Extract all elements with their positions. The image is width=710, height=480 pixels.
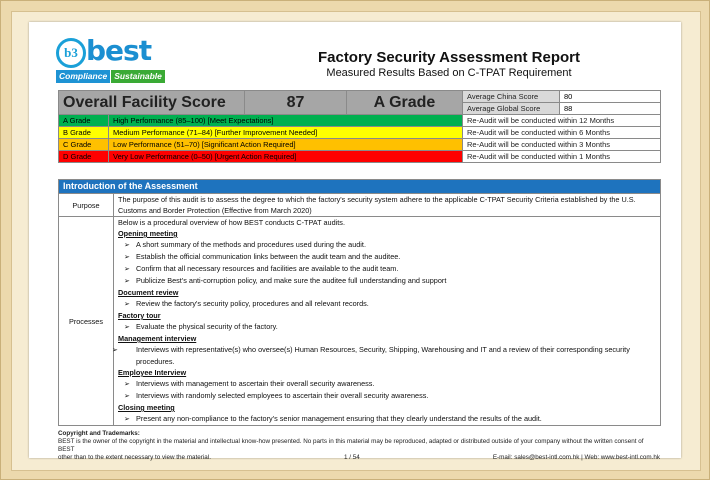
section-title: Factory tour [118, 311, 161, 320]
list-item [118, 298, 656, 310]
processes-content [114, 217, 661, 426]
arrow-bullet-icon: ➢ [124, 393, 130, 400]
list-item [112, 344, 656, 367]
grade-name: D Grade [59, 151, 109, 163]
list-item [118, 251, 656, 263]
grade-row-a [59, 115, 661, 127]
avg-global-label: Average Global Score [463, 103, 560, 115]
footer-line-2-text: other than to the extent necessary to view the material. [58, 454, 211, 461]
purpose-label: Purpose [59, 194, 114, 217]
processes-intro: Below is a procedural overview of how BEST conducts C-TPAT audits. [118, 218, 345, 227]
list-item [118, 390, 656, 402]
list-item-text: Interviews with randomly selected employees to ascertain their overall security awareness. [136, 391, 429, 400]
avg-china-label: Average China Score [463, 91, 560, 103]
grade-description: Low Performance (51–70) [Significant Action Required] [109, 139, 463, 151]
overall-score-label: Overall Facility Score [59, 91, 245, 115]
logo-tag-sustainable: Sustainable [111, 70, 165, 83]
overall-score-value: 87 [245, 91, 347, 115]
report-title: Factory Security Assessment Report [317, 49, 581, 66]
arrow-bullet-icon: ➢ [124, 301, 130, 308]
intro-table [58, 179, 661, 426]
arrow-bullet-icon: ➢ [124, 254, 130, 261]
grade-reaudit: Re-Audit will be conducted within 1 Months [463, 151, 661, 163]
grade-row-d [59, 151, 661, 163]
grade-description: Medium Performance (71–84) [Further Improvement Needed] [109, 127, 463, 139]
logo-mark: b3 [56, 38, 86, 68]
section-title: Document review [118, 288, 179, 297]
list-item [118, 263, 656, 275]
list-item-text: Publicize Best's anti-corruption policy, and make sure the auditee full understanding and support [136, 276, 447, 285]
list-item-text: Present any non-compliance to the factory's senior management ensuring that they clearly understand the results of the audit. [136, 414, 542, 423]
score-row-1 [59, 91, 661, 103]
list-item [118, 239, 656, 251]
intro-heading: Introduction of the Assessment [59, 180, 661, 194]
list-item-text: Review the factory's security policy, procedures and all relevant records. [136, 299, 369, 308]
arrow-bullet-icon: ➢ [124, 324, 130, 331]
grade-name: C Grade [59, 139, 109, 151]
list-item [118, 378, 656, 390]
grade-row-b [59, 127, 661, 139]
section-title: Employee Interview [118, 368, 187, 377]
section-title: Closing meeting [118, 403, 175, 412]
grade-description: High Performance (85–100) [Meet Expectations] [109, 115, 463, 127]
grade-reaudit: Re-Audit will be conducted within 12 Months [463, 115, 661, 127]
processes-label: Processes [59, 217, 114, 426]
report-page [29, 22, 681, 461]
arrow-bullet-icon: ➢ [124, 416, 130, 423]
list-item-text: Interviews with representative(s) who oversee(s) Human Resources, Security, Shipping, Warehousing and IT and a review of their corresponding security procedures. [136, 345, 630, 366]
grade-description: Very Low Performance (0–50) [Urgent Action Required] [109, 151, 463, 163]
score-table [58, 90, 661, 163]
footer-line-2 [58, 454, 660, 462]
arrow-bullet-icon: ➢ [124, 242, 130, 249]
avg-china-value: 80 [560, 91, 661, 103]
footer-heading: Copyright and Trademarks: [58, 430, 140, 437]
report-subtitle: Measured Results Based on C-TPAT Requirement [326, 67, 572, 79]
logo-tag-compliance: Compliance [56, 70, 110, 83]
footer-contact: E-mail: sales@best-intl.com.hk | Web: www.best-intl.com.hk [492, 454, 660, 461]
arrow-bullet-icon: ➢ [124, 266, 130, 273]
list-item-text: Establish the official communication links between the audit team and the auditee. [136, 252, 401, 261]
section-title: Management interview [118, 334, 197, 343]
grade-reaudit: Re-Audit will be conducted within 3 Months [463, 139, 661, 151]
logo-tags [56, 70, 165, 83]
list-item-text: A short summary of the methods and procedures used during the audit. [136, 240, 366, 249]
list-item [118, 321, 656, 333]
grade-row-c [59, 139, 661, 151]
arrow-bullet-icon: ➢ [124, 278, 130, 285]
best-logo [56, 34, 168, 88]
footer [58, 430, 660, 462]
list-item [118, 413, 656, 425]
grade-name: B Grade [59, 127, 109, 139]
section-title: Opening meeting [118, 229, 178, 238]
footer-line-1: BEST is the owner of the copyright in the material and intellectual know-how presented. No parts in this material may be reproduced, adapted or distributed outside of your company without the written consent of BEST [58, 438, 644, 453]
list-item-text: Confirm that all necessary resources and facilities are available to the audit team. [136, 264, 399, 273]
list-item-text: Evaluate the physical security of the factory. [136, 322, 278, 331]
grade-name: A Grade [59, 115, 109, 127]
avg-global-value: 88 [560, 103, 661, 115]
list-item-text: Interviews with management to ascertain their overall security awareness. [136, 379, 375, 388]
arrow-bullet-icon: ➢ [112, 347, 118, 354]
purpose-text: The purpose of this audit is to assess the degree to which the factory's security system adhere to the applicable C-TPAT Security Criteria established by the U.S. Customs and Border Protection (Effective from March 2020) [114, 194, 661, 217]
logo-word: best [86, 34, 152, 67]
list-item [118, 275, 656, 287]
page-number: 1 / 54 [344, 454, 360, 461]
overall-grade: A Grade [347, 91, 463, 115]
grade-reaudit: Re-Audit will be conducted within 6 Months [463, 127, 661, 139]
arrow-bullet-icon: ➢ [124, 381, 130, 388]
